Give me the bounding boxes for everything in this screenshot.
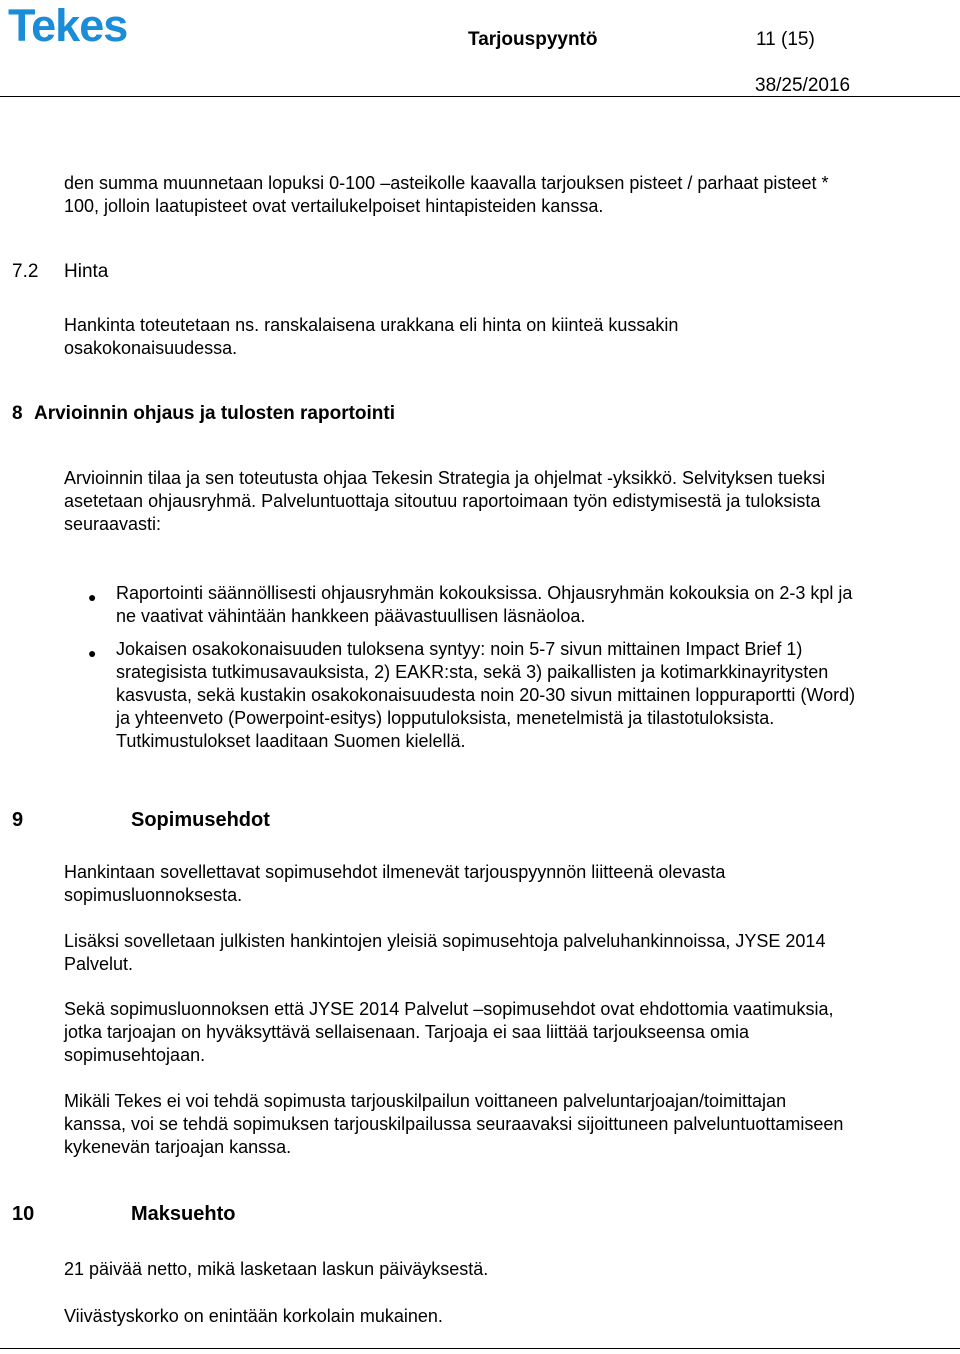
- section-10-paragraph-2: Viivästyskorko on enintään korkolain mukainen.: [64, 1306, 443, 1326]
- section-9-paragraph-4: Mikäli Tekes ei voi tehdä sopimusta tarjouskilpailun voittaneen palveluntarjoajan/toimittajan kanssa, voi se tehdä sopimuksen tarjouskilpailussa seuraavaksi sijoittuneen palveluntuottamiseen kykenevän tarjoajan kanssa.: [64, 1091, 844, 1157]
- section-7-2-number: 7.2: [12, 261, 39, 282]
- section-8-title: Arvioinnin ohjaus ja tulosten raportointi: [34, 403, 396, 424]
- section-7-2-title: Hinta: [64, 261, 109, 282]
- bullet-icon: ●: [88, 645, 97, 661]
- section-9-number: 9: [12, 809, 24, 831]
- section-10-paragraph-1: 21 päivää netto, mikä lasketaan laskun päiväyksestä.: [64, 1259, 489, 1279]
- document-date: 38/25/2016: [755, 75, 851, 96]
- intro-paragraph: den summa muunnetaan lopuksi 0-100 –asteikolle kaavalla tarjouksen pisteet / parhaat pisteet * 100, jolloin laatupisteet ovat vertailukelpoiset hintapisteiden kanssa.: [64, 173, 829, 216]
- footer-divider: [0, 1348, 960, 1349]
- section-9-paragraph-1: Hankintaan sovellettavat sopimusehdot ilmenevät tarjouspyynnön liitteenä olevasta sopimusluonnoksesta.: [64, 862, 726, 905]
- section-9-paragraph-2: Lisäksi sovelletaan julkisten hankintojen yleisiä sopimusehtoja palveluhankinnoissa, JYSE 2014 Palvelut.: [64, 931, 826, 974]
- bullet-item-1: Raportointi säännöllisesti ohjausryhmän kokouksissa. Ohjausryhmän kokouksia on 2-3 kpl ja ne vaativat vähintään hankkeen päävastuullisen läsnäoloa.: [116, 583, 853, 626]
- section-9-paragraph-3: Sekä sopimusluonnoksen että JYSE 2014 Palvelut –sopimusehdot ovat ehdottomia vaatimuksia, jotka tarjoajan on hyväksyttävä sellaisenaan. Tarjoaja ei saa liittää tarjoukseensa omia sopimusehtojaan.: [64, 999, 834, 1065]
- section-8-heading: [12, 402, 395, 426]
- bullet-item-2: Jokaisen osakokonaisuuden tuloksena syntyy: noin 5-7 sivun mittainen Impact Brief 1) srategisista tutkimusavauksista, 2) EAKR:sta, sekä 3) paikallisten ja kotimarkkinayritysten kasvusta, sekä kustakin osakokonaisuudesta noin 20-30 sivun mittainen loppuraportti (Word) ja yhteenveto (Powerpoint-esitys) lopputuloksista, menetelmistä ja tilastotuloksista. Tutkimustulokset laaditaan Suomen kielellä.: [116, 639, 856, 751]
- document-title: Tarjouspyyntö: [468, 29, 598, 50]
- section-8-body: Arvioinnin tilaa ja sen toteutusta ohjaa Tekesin Strategia ja ohjelmat -yksikkö. Selvityksen tueksi asetetaan ohjausryhmä. Palveluntuottaja sitoutuu raportoimaan työn edistymisestä ja tuloksista seuraavasti:: [64, 468, 826, 534]
- bullet-icon: ●: [88, 589, 97, 605]
- page-indicator: 11 (15): [756, 29, 815, 50]
- section-10-title: Maksuehto: [131, 1203, 236, 1225]
- section-7-2-body: Hankinta toteutetaan ns. ranskalaisena urakkana eli hinta on kiinteä kussakin osakokonaisuudessa.: [64, 315, 679, 358]
- header-divider: [0, 96, 960, 97]
- section-9-title: Sopimusehdot: [131, 809, 270, 831]
- section-8-number: 8: [12, 403, 23, 424]
- section-10-number: 10: [12, 1203, 35, 1225]
- tekes-logo: Tekes: [8, 0, 128, 51]
